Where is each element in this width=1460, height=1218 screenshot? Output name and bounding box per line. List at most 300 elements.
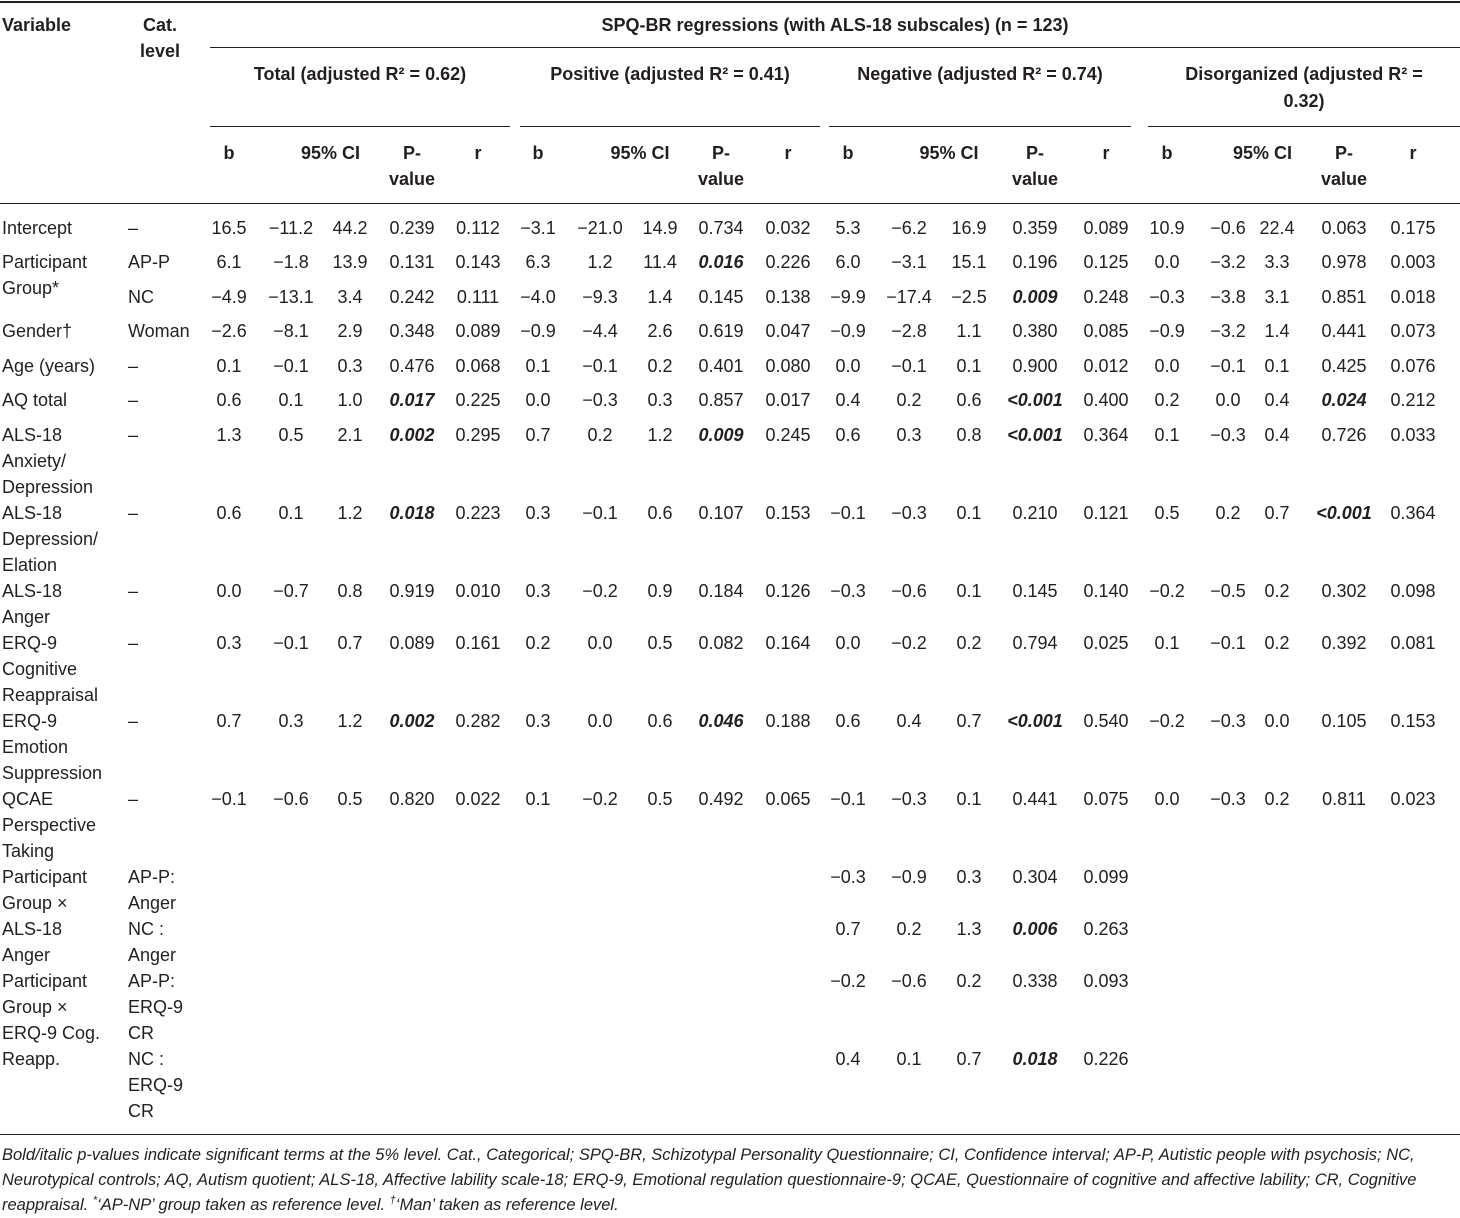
row-11-disorganized-r-cell: 0.023	[1390, 789, 1436, 809]
row-6-negative-pvalue-cell: <0.001	[1007, 425, 1063, 445]
row-12-variable-line3: ALS-18	[2, 919, 63, 939]
row-7-positive-ci-low-cell: −0.1	[582, 503, 618, 523]
row-3-disorganized-pvalue-cell: 0.441	[1321, 321, 1367, 341]
row-3-negative-ci-high-cell: 1.1	[956, 321, 982, 341]
row-12-variable-line4: Anger	[2, 945, 51, 965]
row-9-total-r-cell: 0.161	[455, 633, 501, 653]
subheader-b-disorganized: b	[1161, 143, 1173, 163]
row-14-variable-line4: Reapp.	[2, 1049, 61, 1069]
subheader-pvalue-positive: P-	[712, 143, 730, 163]
row-8-disorganized-r-cell: 0.098	[1390, 581, 1436, 601]
row-4-disorganized-ci-high-cell: 0.1	[1264, 356, 1290, 376]
row-1-positive-r-cell: 0.226	[765, 252, 811, 272]
row-6-positive-ci-low-cell: 0.2	[587, 425, 613, 445]
row-9-positive-ci-high-cell: 0.5	[647, 633, 673, 653]
row-4-negative-ci-low-cell: −0.1	[891, 356, 927, 376]
row-4-disorganized-b-cell: 0.0	[1154, 356, 1180, 376]
row-1-disorganized-r-cell: 0.003	[1390, 252, 1436, 272]
row-12-negative-ci-low-cell: −0.9	[891, 867, 927, 887]
row-1-positive-pvalue-cell: 0.016	[698, 252, 744, 272]
row-9-disorganized-pvalue-cell: 0.392	[1321, 633, 1367, 653]
row-6-negative-r-cell: 0.364	[1083, 425, 1129, 445]
subheader-ci-positive: 95% CI	[610, 143, 670, 163]
row-1-positive-b-cell: 6.3	[525, 252, 551, 272]
row-5-total-pvalue-cell: 0.017	[389, 390, 435, 410]
row-7-positive-ci-high-cell: 0.6	[647, 503, 673, 523]
row-9-positive-r-cell: 0.164	[765, 633, 811, 653]
subheader-r-positive: r	[784, 143, 792, 163]
row-10-disorganized-ci-low-cell: −0.3	[1210, 711, 1246, 731]
row-8-total-ci-low-cell: −0.7	[273, 581, 309, 601]
row-6-total-b-cell: 1.3	[216, 425, 242, 445]
group-header-positive-line1: Positive (adjusted R² = 0.41)	[550, 64, 790, 84]
row-4-cat-level-line1: –	[128, 356, 139, 376]
row-11-negative-pvalue-cell: 0.441	[1012, 789, 1058, 809]
row-3-total-b-cell: −2.6	[211, 321, 247, 341]
row-1-positive-ci-high-cell: 11.4	[643, 252, 677, 272]
row-12-cat-level-line1: AP-P:	[128, 867, 176, 887]
row-4-disorganized-ci-low-cell: −0.1	[1210, 356, 1246, 376]
row-1-disorganized-ci-high-cell: 3.3	[1264, 252, 1290, 272]
row-1-total-b-cell: 6.1	[216, 252, 242, 272]
row-5-total-ci-high-cell: 1.0	[337, 390, 363, 410]
row-11-total-pvalue-cell: 0.820	[389, 789, 435, 809]
subheader-r-disorganized: r	[1409, 143, 1417, 163]
row-0-cat-level-line1: –	[128, 218, 139, 238]
row-11-total-ci-high-cell: 0.5	[337, 789, 363, 809]
row-6-positive-ci-high-cell: 1.2	[647, 425, 673, 445]
group-underline-positive	[520, 126, 820, 127]
row-11-disorganized-ci-low-cell: −0.3	[1210, 789, 1246, 809]
row-7-total-ci-low-cell: 0.1	[278, 503, 304, 523]
row-10-total-b-cell: 0.7	[216, 711, 242, 731]
row-7-total-r-cell: 0.223	[455, 503, 501, 523]
row-11-variable-line2: Perspective	[2, 815, 97, 835]
row-11-disorganized-b-cell: 0.0	[1154, 789, 1180, 809]
row-11-variable-line3: Taking	[2, 841, 55, 861]
row-3-positive-pvalue-cell: 0.619	[698, 321, 744, 341]
row-5-disorganized-ci-high-cell: 0.4	[1264, 390, 1290, 410]
row-5-negative-ci-low-cell: 0.2	[896, 390, 922, 410]
row-2-negative-r-cell: 0.248	[1083, 287, 1129, 307]
table-bottom-rule	[0, 1134, 1460, 1135]
row-10-positive-b-cell: 0.3	[525, 711, 551, 731]
row-0-total-ci-low-cell: −11.2	[268, 218, 314, 238]
row-4-positive-ci-low-cell: −0.1	[582, 356, 618, 376]
subheader-b-negative: b	[842, 143, 854, 163]
row-8-total-b-cell: 0.0	[216, 581, 242, 601]
row-2-total-r-cell: 0.111	[456, 287, 500, 307]
row-11-negative-ci-low-cell: −0.3	[891, 789, 927, 809]
row-5-negative-ci-high-cell: 0.6	[956, 390, 982, 410]
row-7-negative-ci-low-cell: −0.3	[891, 503, 927, 523]
row-11-variable-line1: QCAE	[2, 789, 54, 809]
row-9-variable-line1: ERQ-9	[2, 633, 58, 653]
row-5-negative-r-cell: 0.400	[1083, 390, 1129, 410]
row-10-positive-ci-low-cell: 0.0	[587, 711, 613, 731]
row-3-negative-r-cell: 0.085	[1083, 321, 1129, 341]
row-14-variable-line3: ERQ-9 Cog.	[2, 1023, 101, 1043]
row-3-disorganized-b-cell: −0.9	[1149, 321, 1185, 341]
row-10-negative-b-cell: 0.6	[835, 711, 861, 731]
subheader-pvalue-negative: P-	[1026, 143, 1044, 163]
row-9-negative-pvalue-cell: 0.794	[1012, 633, 1058, 653]
row-6-total-ci-low-cell: 0.5	[278, 425, 304, 445]
row-5-total-b-cell: 0.6	[216, 390, 242, 410]
row-14-variable-line1: Participant	[2, 971, 88, 991]
row-8-negative-pvalue-cell: 0.145	[1012, 581, 1058, 601]
row-14-cat-level-line1: AP-P:	[128, 971, 176, 991]
row-4-positive-ci-high-cell: 0.2	[647, 356, 673, 376]
row-2-positive-pvalue-cell: 0.145	[698, 287, 744, 307]
row-10-disorganized-b-cell: −0.2	[1149, 711, 1185, 731]
row-8-total-r-cell: 0.010	[455, 581, 501, 601]
row-1-total-pvalue-cell: 0.131	[389, 252, 435, 272]
row-3-negative-pvalue-cell: 0.380	[1012, 321, 1058, 341]
row-0-positive-ci-high-cell: 14.9	[642, 218, 678, 238]
row-9-total-ci-low-cell: −0.1	[273, 633, 309, 653]
row-9-disorganized-ci-low-cell: −0.1	[1210, 633, 1246, 653]
row-5-negative-pvalue-cell: <0.001	[1007, 390, 1063, 410]
row-10-negative-pvalue-cell: <0.001	[1007, 711, 1063, 731]
row-2-total-ci-low-cell: −13.1	[268, 287, 314, 307]
subheader-pvalue2-negative: value	[1011, 169, 1059, 189]
subheader-ci-total: 95% CI	[300, 143, 361, 163]
row-13-negative-b-cell: 0.7	[835, 919, 861, 939]
row-8-negative-ci-low-cell: −0.6	[891, 581, 927, 601]
row-9-disorganized-ci-high-cell: 0.2	[1264, 633, 1290, 653]
row-2-cat-level-line1: NC	[128, 287, 154, 307]
row-3-positive-b-cell: −0.9	[520, 321, 556, 341]
row-14-cat-level-line2: ERQ-9	[128, 997, 184, 1017]
row-5-disorganized-b-cell: 0.2	[1154, 390, 1180, 410]
row-6-disorganized-r-cell: 0.033	[1390, 425, 1436, 445]
row-7-total-ci-high-cell: 1.2	[337, 503, 363, 523]
row-13-cat-level-line1: NC :	[128, 919, 164, 939]
row-12-variable-line1: Participant	[2, 867, 88, 887]
row-6-negative-b-cell: 0.6	[835, 425, 861, 445]
row-10-positive-r-cell: 0.188	[765, 711, 811, 731]
row-10-negative-ci-low-cell: 0.4	[896, 711, 922, 731]
row-8-positive-pvalue-cell: 0.184	[698, 581, 744, 601]
row-4-disorganized-r-cell: 0.076	[1390, 356, 1436, 376]
row-6-positive-r-cell: 0.245	[765, 425, 811, 445]
subheader-ci-negative: 95% CI	[919, 143, 979, 163]
row-2-total-b-cell: −4.9	[211, 287, 247, 307]
row-0-disorganized-pvalue-cell: 0.063	[1321, 218, 1367, 238]
row-5-cat-level-line1: –	[128, 390, 139, 410]
row-14-cat-level-line3: CR	[128, 1023, 154, 1043]
row-12-negative-ci-high-cell: 0.3	[956, 867, 982, 887]
footnote-dagger-text: ‘Man’ taken as reference level.	[395, 1196, 619, 1214]
row-11-negative-b-cell: −0.1	[830, 789, 866, 809]
row-15-negative-b-cell: 0.4	[835, 1049, 861, 1069]
row-14-negative-ci-high-cell: 0.2	[956, 971, 982, 991]
row-8-disorganized-ci-high-cell: 0.2	[1264, 581, 1290, 601]
row-0-negative-b-cell: 5.3	[835, 218, 861, 238]
row-3-disorganized-ci-low-cell: −3.2	[1210, 321, 1246, 341]
row-7-variable-line2: Depression/	[2, 529, 99, 549]
row-7-negative-ci-high-cell: 0.1	[956, 503, 982, 523]
table-title: SPQ-BR regressions (with ALS-18 subscales) (n = 123)	[601, 15, 1069, 35]
row-1-variable-line1: Participant	[2, 252, 88, 272]
row-0-disorganized-b-cell: 10.9	[1149, 218, 1185, 238]
row-4-negative-r-cell: 0.012	[1083, 356, 1129, 376]
group-header-disorganized-line2: 0.32)	[1283, 91, 1325, 111]
row-1-total-r-cell: 0.143	[455, 252, 501, 272]
row-8-negative-r-cell: 0.140	[1083, 581, 1129, 601]
row-12-negative-r-cell: 0.099	[1083, 867, 1129, 887]
row-2-disorganized-r-cell: 0.018	[1390, 287, 1436, 307]
row-8-negative-ci-high-cell: 0.1	[956, 581, 982, 601]
row-15-negative-ci-low-cell: 0.1	[896, 1049, 922, 1069]
row-11-negative-ci-high-cell: 0.1	[956, 789, 982, 809]
row-10-variable-line1: ERQ-9	[2, 711, 58, 731]
row-3-cat-level-line1: Woman	[128, 321, 190, 341]
row-5-total-r-cell: 0.225	[455, 390, 501, 410]
row-0-disorganized-ci-high-cell: 22.4	[1259, 218, 1295, 238]
row-7-disorganized-ci-high-cell: 0.7	[1264, 503, 1290, 523]
row-5-negative-b-cell: 0.4	[835, 390, 861, 410]
row-1-cat-level-line1: AP-P	[128, 252, 171, 272]
row-4-total-b-cell: 0.1	[216, 356, 242, 376]
row-8-total-pvalue-cell: 0.919	[389, 581, 435, 601]
row-10-total-ci-low-cell: 0.3	[278, 711, 304, 731]
row-3-negative-b-cell: −0.9	[830, 321, 866, 341]
subheader-r-total: r	[474, 143, 482, 163]
row-12-negative-b-cell: −0.3	[830, 867, 866, 887]
row-15-cat-level-line3: CR	[128, 1101, 154, 1121]
row-13-negative-pvalue-cell: 0.006	[1012, 919, 1058, 939]
row-1-disorganized-ci-low-cell: −3.2	[1210, 252, 1246, 272]
row-10-disorganized-pvalue-cell: 0.105	[1321, 711, 1367, 731]
row-5-disorganized-r-cell: 0.212	[1390, 390, 1436, 410]
row-4-negative-ci-high-cell: 0.1	[956, 356, 982, 376]
row-11-positive-ci-low-cell: −0.2	[582, 789, 618, 809]
row-8-positive-r-cell: 0.126	[765, 581, 811, 601]
row-0-negative-ci-high-cell: 16.9	[951, 218, 987, 238]
row-5-positive-r-cell: 0.017	[765, 390, 811, 410]
row-2-negative-pvalue-cell: 0.009	[1012, 287, 1058, 307]
header-bottom-rule	[0, 203, 1460, 204]
row-10-negative-r-cell: 0.540	[1083, 711, 1129, 731]
row-1-positive-ci-low-cell: 1.2	[587, 252, 613, 272]
row-11-positive-r-cell: 0.065	[765, 789, 811, 809]
row-3-disorganized-ci-high-cell: 1.4	[1264, 321, 1290, 341]
row-9-disorganized-r-cell: 0.081	[1390, 633, 1436, 653]
subheader-r-negative: r	[1102, 143, 1110, 163]
row-1-negative-ci-high-cell: 15.1	[951, 252, 987, 272]
row-8-variable-line1: ALS-18	[2, 581, 63, 601]
row-8-cat-level-line1: –	[128, 581, 139, 601]
row-0-disorganized-ci-low-cell: −0.6	[1210, 218, 1246, 238]
subheader-ci-disorganized: 95% CI	[1232, 143, 1293, 163]
row-3-variable-line1: Gender†	[2, 321, 73, 341]
row-5-positive-ci-high-cell: 0.3	[647, 390, 673, 410]
row-2-disorganized-ci-high-cell: 3.1	[1264, 287, 1290, 307]
row-2-positive-ci-high-cell: 1.4	[647, 287, 673, 307]
row-0-negative-pvalue-cell: 0.359	[1012, 218, 1058, 238]
subheader-pvalue2-total: value	[388, 169, 436, 189]
row-0-total-ci-high-cell: 44.2	[332, 218, 368, 238]
row-11-cat-level-line1: –	[128, 789, 139, 809]
row-8-positive-ci-low-cell: −0.2	[582, 581, 618, 601]
row-0-total-r-cell: 0.112	[456, 218, 500, 238]
row-5-positive-b-cell: 0.0	[525, 390, 551, 410]
row-3-negative-ci-low-cell: −2.8	[891, 321, 927, 341]
row-15-cat-level-line1: NC :	[128, 1049, 164, 1069]
row-11-total-ci-low-cell: −0.6	[273, 789, 309, 809]
group-underline-negative	[829, 126, 1131, 127]
row-4-negative-b-cell: 0.0	[835, 356, 861, 376]
row-0-positive-r-cell: 0.032	[765, 218, 811, 238]
row-12-variable-line2: Group ×	[2, 893, 68, 913]
row-9-positive-ci-low-cell: 0.0	[587, 633, 613, 653]
row-9-total-pvalue-cell: 0.089	[389, 633, 435, 653]
column-header-variable: Variable	[2, 15, 72, 35]
row-11-disorganized-pvalue-cell: 0.811	[1322, 789, 1366, 809]
row-13-negative-r-cell: 0.263	[1083, 919, 1129, 939]
row-6-positive-b-cell: 0.7	[525, 425, 551, 445]
row-6-negative-ci-high-cell: 0.8	[956, 425, 982, 445]
row-13-negative-ci-low-cell: 0.2	[896, 919, 922, 939]
row-4-variable-line1: Age (years)	[2, 356, 96, 376]
row-7-disorganized-b-cell: 0.5	[1154, 503, 1180, 523]
group-header-total-line1: Total (adjusted R² = 0.62)	[253, 64, 467, 84]
row-13-negative-ci-high-cell: 1.3	[956, 919, 982, 939]
group-header-negative-line1: Negative (adjusted R² = 0.74)	[857, 64, 1103, 84]
row-6-total-ci-high-cell: 2.1	[337, 425, 363, 445]
row-2-disorganized-pvalue-cell: 0.851	[1321, 287, 1367, 307]
row-9-negative-b-cell: 0.0	[835, 633, 861, 653]
row-8-disorganized-ci-low-cell: −0.5	[1210, 581, 1246, 601]
row-5-positive-ci-low-cell: −0.3	[582, 390, 618, 410]
row-7-disorganized-r-cell: 0.364	[1390, 503, 1436, 523]
row-4-positive-pvalue-cell: 0.401	[698, 356, 744, 376]
row-0-positive-b-cell: −3.1	[520, 218, 556, 238]
row-7-variable-line3: Elation	[2, 555, 58, 575]
group-underline-total	[210, 126, 510, 127]
title-underline	[210, 47, 1460, 48]
row-7-total-b-cell: 0.6	[216, 503, 242, 523]
row-5-disorganized-pvalue-cell: 0.024	[1321, 390, 1367, 410]
row-9-negative-ci-high-cell: 0.2	[956, 633, 982, 653]
row-14-negative-pvalue-cell: 0.338	[1012, 971, 1058, 991]
row-2-negative-b-cell: −9.9	[830, 287, 866, 307]
row-11-negative-r-cell: 0.075	[1083, 789, 1129, 809]
row-8-total-ci-high-cell: 0.8	[337, 581, 363, 601]
row-9-positive-b-cell: 0.2	[525, 633, 551, 653]
row-6-disorganized-ci-high-cell: 0.4	[1264, 425, 1290, 445]
row-8-variable-line2: Anger	[2, 607, 51, 627]
subheader-b-total: b	[223, 143, 235, 163]
row-2-positive-b-cell: −4.0	[520, 287, 556, 307]
row-2-disorganized-ci-low-cell: −3.8	[1210, 287, 1246, 307]
subheader-b-positive: b	[532, 143, 544, 163]
row-10-total-pvalue-cell: 0.002	[389, 711, 435, 731]
row-3-positive-ci-low-cell: −4.4	[582, 321, 618, 341]
row-0-negative-ci-low-cell: −6.2	[891, 218, 927, 238]
row-12-cat-level-line2: Anger	[128, 893, 177, 913]
subheader-pvalue-total: P-	[403, 143, 421, 163]
row-10-variable-line2: Emotion	[2, 737, 69, 757]
row-9-positive-pvalue-cell: 0.082	[698, 633, 744, 653]
row-10-cat-level-line1: –	[128, 711, 139, 731]
row-4-total-pvalue-cell: 0.476	[389, 356, 435, 376]
group-underline-disorganized	[1148, 126, 1460, 127]
row-6-cat-level-line1: –	[128, 425, 139, 445]
row-4-total-ci-low-cell: −0.1	[273, 356, 309, 376]
row-2-positive-ci-low-cell: −9.3	[582, 287, 618, 307]
row-9-total-ci-high-cell: 0.7	[337, 633, 363, 653]
row-8-disorganized-pvalue-cell: 0.302	[1321, 581, 1367, 601]
row-10-variable-line3: Suppression	[2, 763, 103, 783]
row-6-positive-pvalue-cell: 0.009	[698, 425, 744, 445]
row-4-negative-pvalue-cell: 0.900	[1012, 356, 1058, 376]
row-2-negative-ci-low-cell: −17.4	[886, 287, 932, 307]
row-15-negative-ci-high-cell: 0.7	[956, 1049, 982, 1069]
row-10-negative-ci-high-cell: 0.7	[956, 711, 982, 731]
footnote-main-text: Bold/italic p-values indicate significant terms at the 5% level. Cat., Categorical; SPQ-BR, Schizotypal Personality Questionnaire; CI, Confidence interval; AP-P, Autistic people with psychosis; NC, Neurotypical controls; AQ, Autism quotient; ALS-18, Affective lability scale-18; ERQ-9, Emotional regulation questionnaire-9; QCAE, Questionnaire of cognitive and affective lability; CR, Cognitive reappraisal.	[2, 1146, 1417, 1214]
row-0-total-b-cell: 16.5	[211, 218, 247, 238]
row-7-negative-r-cell: 0.121	[1083, 503, 1129, 523]
row-3-total-ci-low-cell: −8.1	[273, 321, 309, 341]
row-3-total-ci-high-cell: 2.9	[337, 321, 363, 341]
row-14-negative-r-cell: 0.093	[1083, 971, 1129, 991]
row-6-total-r-cell: 0.295	[455, 425, 501, 445]
row-11-positive-pvalue-cell: 0.492	[698, 789, 744, 809]
row-1-disorganized-b-cell: 0.0	[1154, 252, 1180, 272]
row-10-positive-ci-high-cell: 0.6	[647, 711, 673, 731]
row-12-negative-pvalue-cell: 0.304	[1012, 867, 1058, 887]
row-2-disorganized-b-cell: −0.3	[1149, 287, 1185, 307]
row-7-disorganized-ci-low-cell: 0.2	[1215, 503, 1241, 523]
row-11-positive-ci-high-cell: 0.5	[647, 789, 673, 809]
column-header-cat-level-line2: level	[139, 41, 181, 61]
row-9-cat-level-line1: –	[128, 633, 139, 653]
row-0-positive-ci-low-cell: −21.0	[577, 218, 623, 238]
row-6-disorganized-pvalue-cell: 0.726	[1321, 425, 1367, 445]
row-4-total-r-cell: 0.068	[455, 356, 501, 376]
row-1-total-ci-low-cell: −1.8	[273, 252, 309, 272]
subheader-pvalue2-positive: value	[697, 169, 745, 189]
row-8-positive-ci-high-cell: 0.9	[647, 581, 673, 601]
row-8-negative-b-cell: −0.3	[830, 581, 866, 601]
row-15-negative-pvalue-cell: 0.018	[1012, 1049, 1058, 1069]
row-1-negative-pvalue-cell: 0.196	[1012, 252, 1058, 272]
row-0-total-pvalue-cell: 0.239	[389, 218, 435, 238]
row-8-disorganized-b-cell: −0.2	[1149, 581, 1185, 601]
footnote-dagger-mark: †	[389, 1194, 396, 1207]
row-1-negative-ci-low-cell: −3.1	[891, 252, 927, 272]
row-7-disorganized-pvalue-cell: <0.001	[1316, 503, 1372, 523]
row-5-positive-pvalue-cell: 0.857	[698, 390, 744, 410]
row-11-total-b-cell: −0.1	[211, 789, 247, 809]
row-0-positive-pvalue-cell: 0.734	[698, 218, 744, 238]
row-15-cat-level-line2: ERQ-9	[128, 1075, 184, 1095]
row-8-positive-b-cell: 0.3	[525, 581, 551, 601]
row-0-disorganized-r-cell: 0.175	[1390, 218, 1436, 238]
row-14-negative-ci-low-cell: −0.6	[891, 971, 927, 991]
row-1-total-ci-high-cell: 13.9	[332, 252, 368, 272]
table-top-rule	[0, 1, 1460, 3]
row-10-total-r-cell: 0.282	[455, 711, 501, 731]
row-6-total-pvalue-cell: 0.002	[389, 425, 435, 445]
row-7-negative-b-cell: −0.1	[830, 503, 866, 523]
row-11-disorganized-ci-high-cell: 0.2	[1264, 789, 1290, 809]
column-header-cat-level-line1: Cat.	[142, 15, 177, 35]
row-1-variable-line2: Group*	[2, 278, 60, 298]
